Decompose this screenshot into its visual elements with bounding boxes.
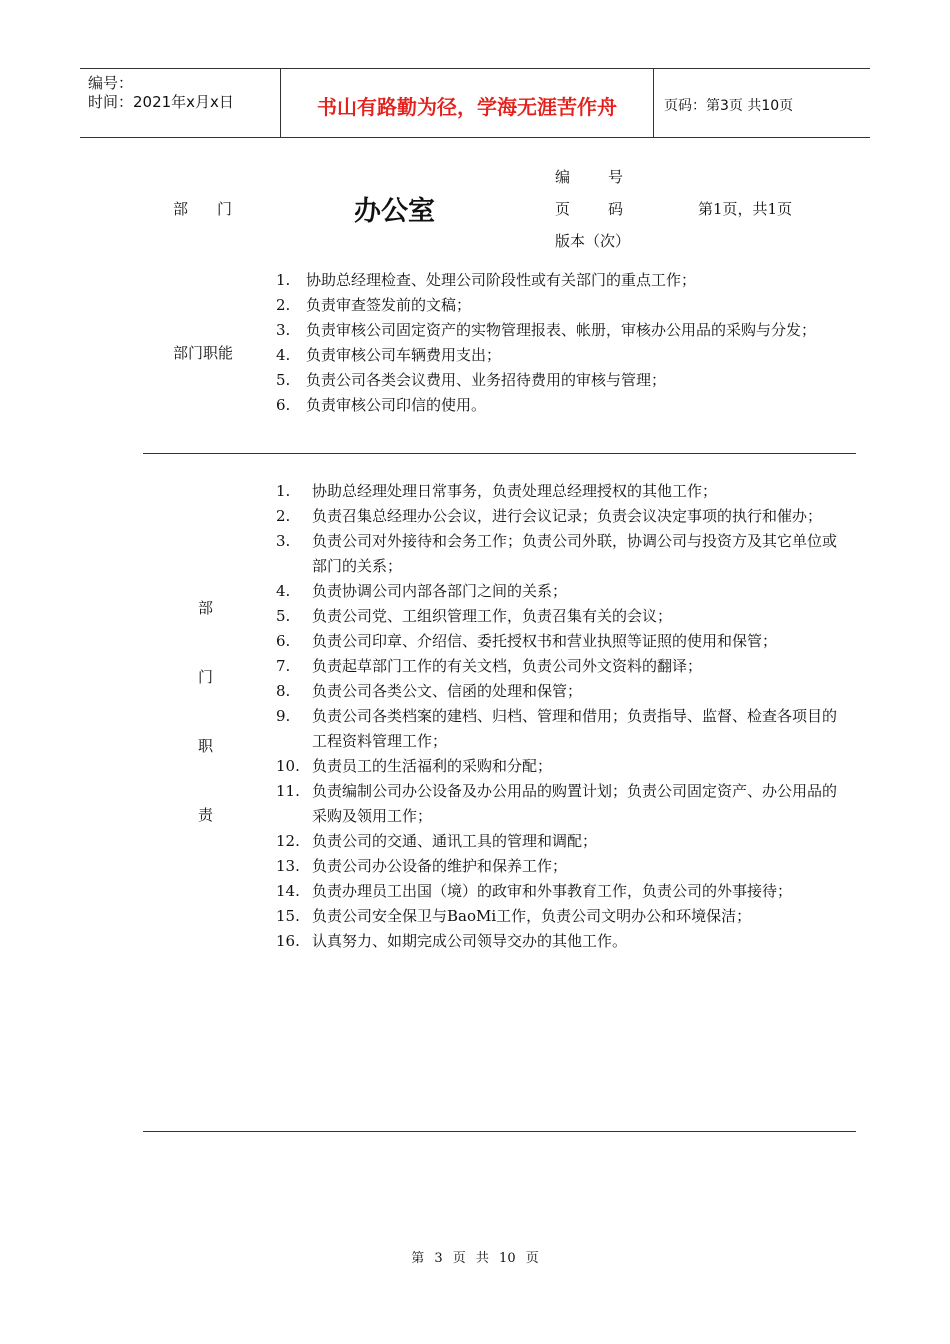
list-item <box>276 829 851 854</box>
list-item-text: 负责审核公司印信的使用。 <box>306 396 487 414</box>
divider <box>143 1131 856 1132</box>
list-item-number: 2. <box>276 296 291 314</box>
list-item-number: 3. <box>276 321 291 339</box>
list-item-text: 负责编制公司办公设备及办公用品的购置计划；负责公司固定资产、办公用品的采购及领用工作； <box>312 782 838 825</box>
list-item-text: 负责员工的生活福利的采购和分配； <box>312 757 553 775</box>
list-item-number: 14. <box>276 882 300 900</box>
dept-label: 部门 <box>173 200 262 218</box>
section-functions-label: 部门职能 <box>173 344 234 362</box>
list-item-number: 6. <box>276 632 291 650</box>
list-item-text: 负责审查签发前的文稿； <box>306 296 472 314</box>
list-item <box>276 579 851 604</box>
list-item-number: 2. <box>276 507 291 525</box>
list-item-number: 4. <box>276 582 291 600</box>
list-item-text: 负责公司安全保卫与BaoMi工作，负责公司文明办公和环境保洁； <box>312 907 752 925</box>
list-item <box>276 654 851 679</box>
page-code-label: 页码 <box>555 200 662 218</box>
list-item <box>276 629 851 654</box>
number-label: 编号： <box>88 74 134 92</box>
list-item <box>276 293 851 318</box>
list-item <box>276 368 851 393</box>
list-item <box>276 879 851 904</box>
list-item <box>276 704 851 754</box>
header-page-cell <box>654 69 870 137</box>
list-item <box>276 479 851 504</box>
list-item-text: 负责召集总经理办公会议，进行会议记录；负责会议决定事项的执行和催办； <box>312 507 823 525</box>
list-item <box>276 904 851 929</box>
duties-label-char: 部 <box>198 599 214 617</box>
duties-label-char: 责 <box>198 806 214 824</box>
list-item-text: 负责公司各类会议费用、业务招待费用的审核与管理； <box>306 371 667 389</box>
list-item <box>276 679 851 704</box>
list-item-text: 负责公司党、工组织管理工作，负责召集有关的会议； <box>312 607 673 625</box>
list-item-number: 16. <box>276 932 300 950</box>
time-label: 时间：2021年x月x日 <box>88 93 234 111</box>
dept-name: 办公室 <box>354 196 435 227</box>
list-item-number: 15. <box>276 907 300 925</box>
list-item-number: 13. <box>276 857 300 875</box>
page-info: 第1页，共1页 <box>698 200 793 218</box>
list-item-number: 1. <box>276 482 291 500</box>
list-item-text: 负责协调公司内部各部门之间的关系； <box>312 582 568 600</box>
list-item <box>276 268 851 293</box>
list-item-text: 协助总经理检查、处理公司阶段性或有关部门的重点工作； <box>306 271 697 289</box>
list-item <box>276 343 851 368</box>
list-item-number: 1. <box>276 271 291 289</box>
duties-label-char: 门 <box>198 668 214 686</box>
list-item <box>276 779 851 829</box>
list-item-number: 5. <box>276 371 291 389</box>
list-item-number: 10. <box>276 757 300 775</box>
functions-list <box>276 268 851 418</box>
list-item-text: 负责审核公司固定资产的实物管理报表、帐册，审核办公用品的采购与分发； <box>306 321 817 339</box>
header-meta-cell <box>80 69 281 137</box>
list-item-text: 负责起草部门工作的有关文档，负责公司外文资料的翻译； <box>312 657 703 675</box>
list-item-text: 协助总经理处理日常事务，负责处理总经理授权的其他工作； <box>312 482 718 500</box>
list-item-text: 负责办理员工出国（境）的政审和外事教育工作，负责公司的外事接待； <box>312 882 793 900</box>
duties-label-char: 职 <box>198 737 214 755</box>
list-item-text: 负责公司各类档案的建档、归档、管理和借用；负责指导、监督、检查各项目的工程资料管理工作； <box>312 707 838 750</box>
list-item-text: 负责审核公司车辆费用支出； <box>306 346 502 364</box>
list-item-text: 负责公司各类公文、信函的处理和保管； <box>312 682 583 700</box>
code-label: 编号 <box>555 168 662 186</box>
motto: 书山有路勤为径，学海无涯苦作舟 <box>317 95 617 119</box>
list-item <box>276 504 851 529</box>
list-item <box>276 318 851 343</box>
list-item-text: 负责公司对外接待和会务工作；负责公司外联，协调公司与投资方及其它单位或部门的关系； <box>312 532 838 575</box>
document-header <box>80 68 870 138</box>
list-item <box>276 604 851 629</box>
duties-list <box>276 479 851 954</box>
list-item-number: 5. <box>276 607 291 625</box>
list-item-text: 认真努力、如期完成公司领导交办的其他工作。 <box>312 932 628 950</box>
list-item <box>276 854 851 879</box>
list-item-text: 负责公司的交通、通讯工具的管理和调配； <box>312 832 598 850</box>
list-item-number: 12. <box>276 832 300 850</box>
list-item-text: 负责公司办公设备的维护和保养工作； <box>312 857 568 875</box>
list-item-number: 4. <box>276 346 291 364</box>
header-page-label: 页码：第3页 共10页 <box>664 98 794 114</box>
page-footer: 第 3 页 共 10 页 <box>411 1251 539 1266</box>
list-item-number: 9. <box>276 707 291 725</box>
list-item <box>276 393 851 418</box>
list-item-number: 3. <box>276 532 291 550</box>
list-item-number: 11. <box>276 782 300 800</box>
list-item <box>276 929 851 954</box>
list-item <box>276 529 851 579</box>
list-item <box>276 754 851 779</box>
list-item-number: 7. <box>276 657 291 675</box>
version-label: 版本（次） <box>555 232 631 250</box>
list-item-text: 负责公司印章、介绍信、委托授权书和营业执照等证照的使用和保管； <box>312 632 778 650</box>
divider <box>143 453 856 454</box>
header-motto-cell <box>281 69 654 137</box>
list-item-number: 6. <box>276 396 291 414</box>
list-item-number: 8. <box>276 682 291 700</box>
